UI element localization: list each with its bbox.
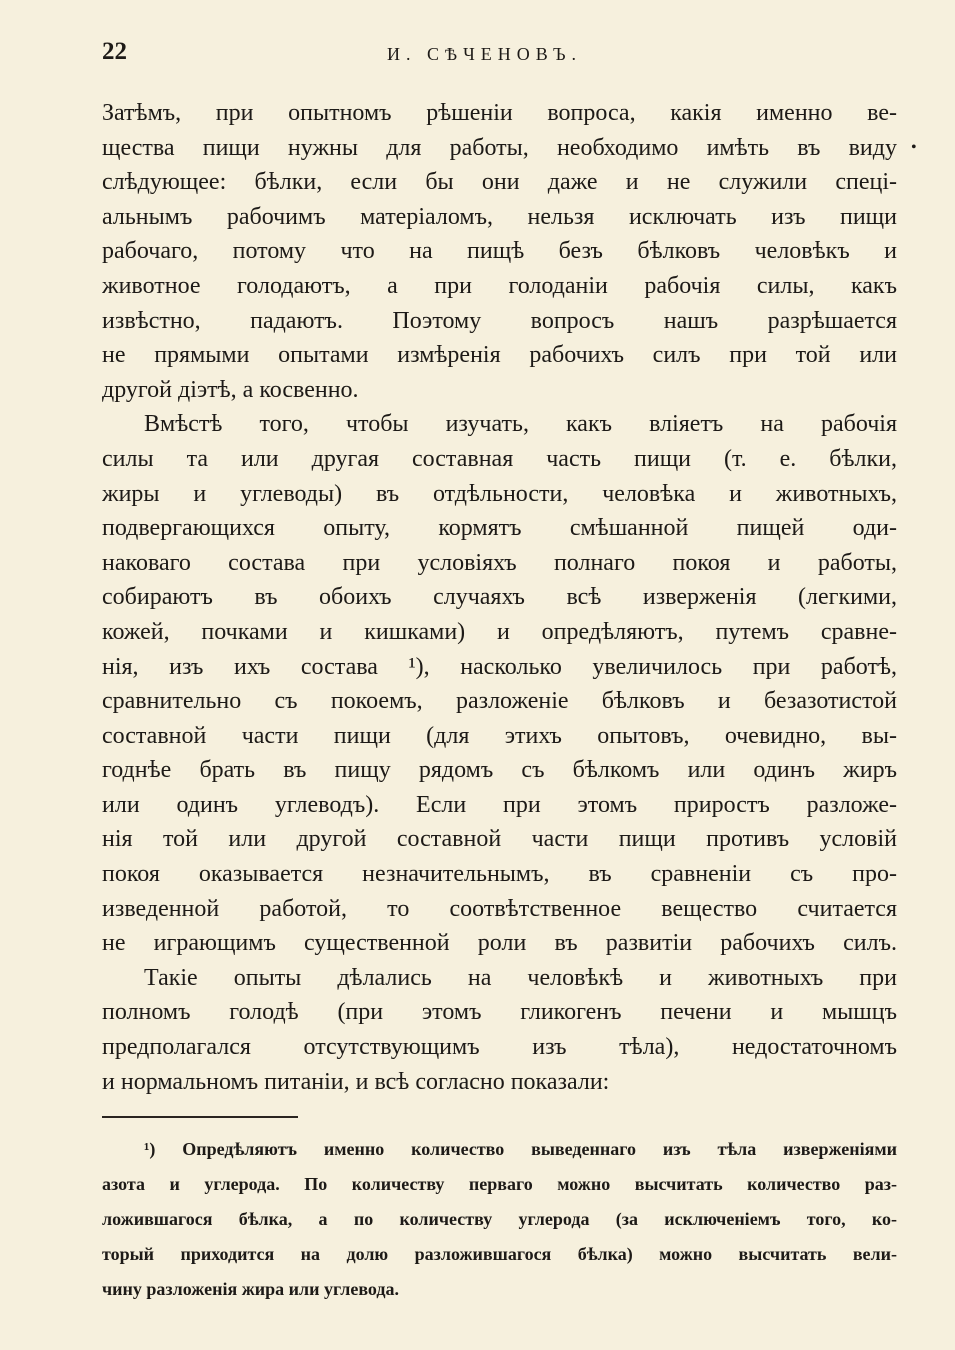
text-line: альнымъ рабочимъ матерiаломъ, нельзя исключать изъ пищи: [102, 203, 897, 230]
text-line: кожей, почками и кишками) и опредѣляютъ, путемъ сравне-: [102, 618, 897, 645]
text-line: животное голодаютъ, а при голоданiи рабочiя силы, какъ: [102, 272, 897, 299]
text-line: наковаго состава при условiяхъ полнаго покоя и работы,: [102, 549, 897, 576]
text-line: не прямыми опытами измѣренiя рабочихъ силъ при той или: [102, 342, 897, 369]
text-line: силы та или другая составная часть пищи (т. е. бѣлки,: [102, 445, 897, 472]
text-line: собираютъ въ обоихъ случаяхъ всѣ изверженiя (легкими,: [102, 584, 897, 611]
page-header: [102, 38, 897, 78]
text-line: полномъ голодѣ (при этомъ гликогенъ печени и мышцъ: [102, 999, 897, 1026]
text-line: или одинъ углеводъ). Если при этомъ приростъ разложе-: [102, 791, 897, 818]
text-line: извѣстно, падаютъ. Поэтому вопросъ нашъ разрѣшается: [102, 307, 897, 334]
text-line: годнѣе брать въ пищу рядомъ съ бѣлкомъ или одинъ жиръ: [102, 757, 897, 784]
text-line: составной части пищи (для этихъ опытовъ, очевидно, вы-: [102, 722, 897, 749]
text-line: щества пищи нужны для работы, необходимо имѣть въ виду: [102, 134, 897, 161]
text-line: нiя, изъ ихъ состава ¹), насколько увеличилось при работѣ,: [102, 653, 897, 680]
text-line: и нормальномъ питанiи, и всѣ согласно показали:: [102, 1068, 610, 1095]
footnote-line: торый приходится на долю разложившагося бѣлка) можно высчитать вели-: [102, 1244, 897, 1264]
footnote-line: ложившагося бѣлка, а по количеству углерода (за исключенiемъ того, ко-: [102, 1209, 897, 1229]
body-text: [102, 96, 897, 1099]
text-line: не играющимъ существенной роли въ развитiи рабочихъ силъ.: [102, 930, 897, 957]
footnote-line: ¹) Опредѣляютъ именно количество выведеннаго изъ тѣла изверженiями: [144, 1139, 897, 1159]
text-line: сравнительно съ покоемъ, разложенiе бѣлковъ и безазотистой: [102, 688, 897, 715]
footnote-line: чину разложенiя жира или углевода.: [102, 1279, 400, 1299]
text-line: рабочаго, потому что на пищѣ безъ бѣлковъ человѣкъ и: [102, 238, 897, 265]
text-line: покоя оказывается незначительнымъ, въ сравненiи съ про-: [102, 861, 897, 888]
text-line: другой дiэтѣ, а косвенно.: [102, 376, 359, 403]
text-line: изведенной работой, то соотвѣтственное вещество считается: [102, 895, 897, 922]
text-line: Такiе опыты дѣлались на человѣкѣ и животныхъ при: [144, 964, 897, 991]
running-title: И. СѢЧЕНОВЪ.: [387, 44, 583, 64]
text-line: Вмѣстѣ того, чтобы изучать, какъ влiяетъ на рабочiя: [144, 411, 897, 438]
text-line: слѣдующее: бѣлки, если бы они даже и не служили спецi-: [102, 169, 897, 196]
text-line: подвергающихся опыту, кормятъ смѣшанной пищей оди-: [102, 515, 897, 542]
footnote-divider: [102, 1116, 298, 1118]
page-number: 22: [102, 38, 127, 65]
footnote-line: азота и углерода. По количеству перваго можно высчитать количество раз-: [102, 1174, 897, 1194]
text-line: нiя той или другой составной части пищи противъ условiй: [102, 826, 897, 853]
footnotes: [102, 1132, 897, 1307]
text-line: жиры и углеводы) въ отдѣльности, человѣка и животныхъ,: [102, 480, 897, 507]
text-line: предполагался отсутствующимъ изъ тѣла), недостаточномъ: [102, 1034, 897, 1061]
text-line: Затѣмъ, при опытномъ рѣшенiи вопроса, какiя именно ве-: [102, 100, 897, 126]
margin-mark: •: [911, 139, 917, 156]
